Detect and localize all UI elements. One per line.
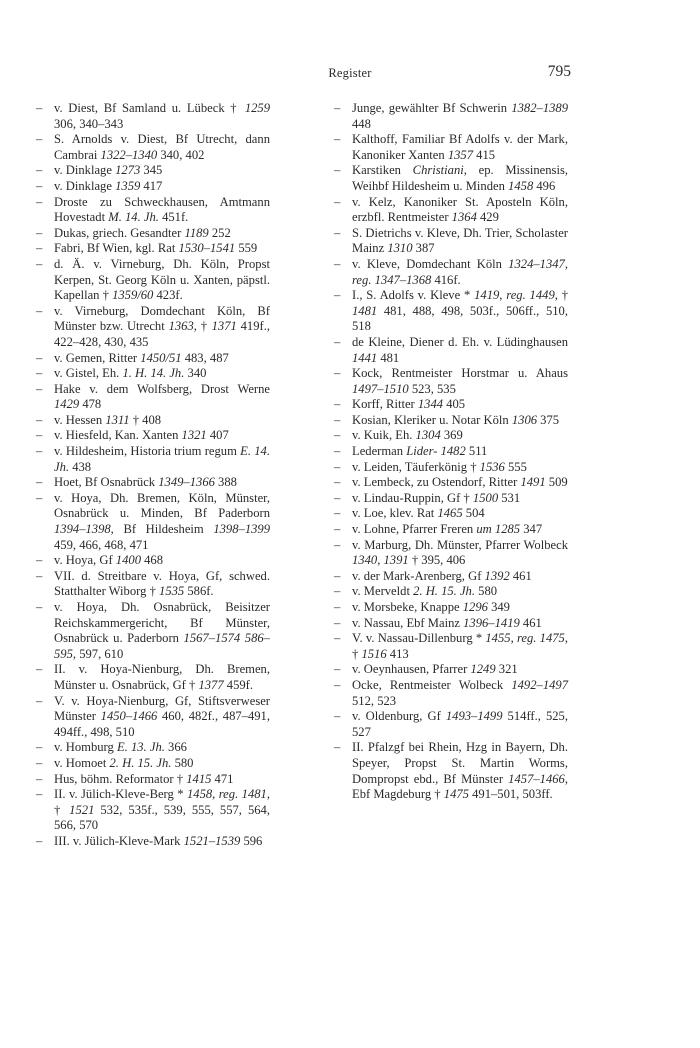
register-entry (36, 662, 270, 693)
entry-dash: – (334, 101, 341, 115)
register-entry (334, 522, 568, 538)
entry-text: V. v. Hoya-Nienburg, Gf, Stiftsverweser Münster 1450–1466 460, 482f., 487–491, 494ff., 498, 510 (54, 693, 271, 739)
entry-text: S. Dietrichs v. Kleve, Dh. Trier, Scholaster Mainz 1310 387 (352, 225, 568, 256)
left-column (36, 101, 270, 850)
entry-text: v. Virneburg, Domdechant Köln, Bf Münster bzw. Utrecht 1363, † 1371 419f., 422–428, 430, 435 (54, 303, 271, 349)
register-entry (334, 195, 568, 226)
register-entry (36, 195, 270, 226)
entry-text: Korff, Ritter 1344 405 (352, 397, 466, 412)
entry-text: v. Dinklage 1273 345 (54, 163, 163, 178)
entry-dash: – (334, 459, 341, 474)
entry-text: II. v. Hoya-Nienburg, Dh. Bremen, Münster u. Osnabrück, Gf † 1377 459f. (54, 662, 270, 692)
register-entry (334, 444, 568, 460)
entry-text: Dukas, griech. Gesandter 1189 252 (54, 225, 231, 240)
entry-text: Kock, Rentmeister Horstmar u. Ahaus 1497–1510 523, 535 (352, 366, 568, 396)
entry-text: v. Morsbeke, Knappe 1296 349 (352, 600, 510, 614)
register-entry (334, 460, 568, 476)
entry-text: II. Pfalzgf bei Rhein, Hzg in Bayern, Dh. Speyer, Propst St. Martin Worms, Dompropst ebd., Bf Münster 1457–1466, Ebf Magdeburg † 1475 491–501, 503ff. (352, 740, 568, 802)
entry-text: v. Hildesheim, Historia trium regum E. 14. Jh. 438 (54, 444, 270, 474)
entry-dash: – (334, 132, 341, 147)
register-entry (36, 444, 270, 475)
entry-dash: – (334, 397, 341, 412)
entry-dash: – (36, 412, 43, 427)
entry-text: v. Dinklage 1359 417 (54, 178, 163, 193)
entry-dash: – (334, 475, 341, 490)
entry-text: S. Arnolds v. Diest, Bf Utrecht, dann Cambrai 1322–1340 340, 402 (54, 132, 270, 162)
register-entry (36, 382, 270, 413)
entry-dash: – (334, 366, 341, 381)
entry-dash: – (36, 444, 43, 459)
entry-text: Hus, böhm. Reformator † 1415 471 (54, 771, 234, 786)
entry-text: v. Gistel, Eh. 1. H. 14. Jh. 340 (54, 366, 207, 381)
register-entry (334, 413, 568, 429)
register-entry (36, 834, 270, 850)
register-entry (334, 662, 568, 678)
register-entry (334, 569, 568, 585)
register-entry (36, 756, 270, 772)
entry-text: Ocke, Rentmeister Wolbeck 1492–1497 512, 523 (352, 677, 568, 708)
register-entry (334, 132, 568, 163)
register-entry (36, 772, 270, 788)
register-entry (334, 475, 568, 491)
entry-dash: – (36, 755, 43, 770)
entry-dash: – (334, 600, 341, 614)
entry-dash: – (36, 428, 43, 443)
register-entry (334, 226, 568, 257)
register-entry (334, 335, 568, 366)
entry-dash: – (334, 740, 341, 755)
entry-dash: – (334, 490, 341, 505)
entry-text: v. Oeynhausen, Pfarrer 1249 321 (352, 662, 518, 677)
register-entry (36, 257, 270, 304)
register-entry (334, 678, 568, 709)
entry-text: v. Homburg E. 13. Jh. 366 (54, 740, 187, 755)
entry-dash: – (334, 631, 341, 646)
entry-dash: – (36, 225, 43, 240)
entry-text: VII. d. Streitbare v. Hoya, Gf, schwed. Statthalter Wiborg † 1535 586f. (54, 568, 270, 599)
entry-dash: – (36, 241, 43, 256)
entry-dash: – (36, 553, 43, 568)
register-entry (334, 600, 568, 616)
register-entry (334, 288, 568, 335)
entry-dash: – (334, 288, 341, 303)
entry-dash: – (36, 787, 43, 802)
entry-dash: – (36, 366, 43, 381)
entry-dash: – (36, 132, 43, 147)
entry-text: v. Homoet 2. H. 15. Jh. 580 (54, 755, 194, 770)
right-column (334, 101, 568, 803)
register-entry (334, 616, 568, 632)
entry-dash: – (36, 381, 43, 396)
entry-text: Droste zu Schweckhausen, Amtmann Hovestadt M. 14. Jh. 451f. (54, 194, 270, 225)
entry-text: v. Lohne, Pfarrer Freren um 1285 347 (352, 522, 543, 537)
entry-dash: – (334, 506, 341, 521)
entry-text: v. Hoya, Dh. Osnabrück, Beisitzer Reichskammergericht, Bf Münster, Osnabrück u. Paderborn 1567–1574 586–595, 597, 610 (54, 600, 270, 661)
entry-dash: – (36, 178, 43, 193)
entry-dash: – (36, 350, 43, 365)
register-entry (36, 366, 270, 382)
entry-dash: – (334, 584, 341, 599)
entry-text: I., S. Adolfs v. Kleve * 1419, reg. 1449, † 1481 481, 488, 498, 503f., 506ff., 510, 518 (352, 288, 569, 334)
register-entry (36, 553, 270, 569)
register-entry (36, 569, 270, 600)
entry-text: Fabri, Bf Wien, kgl. Rat 1530–1541 559 (54, 241, 258, 256)
register-entry (334, 366, 568, 397)
entry-text: Hake v. dem Wolfsberg, Drost Werne 1429 478 (54, 381, 270, 412)
entry-dash: – (36, 163, 43, 178)
register-entry (36, 163, 270, 179)
entry-text: v. Oldenburg, Gf 1493–1499 514ff., 525, 527 (352, 709, 568, 739)
register-entry (334, 101, 568, 132)
entry-dash: – (36, 693, 43, 708)
entry-dash: – (36, 600, 43, 614)
entry-dash: – (334, 568, 341, 583)
register-entry (334, 740, 568, 802)
entry-dash: – (334, 256, 341, 271)
entry-dash: – (334, 522, 341, 537)
entry-dash: – (36, 833, 43, 848)
register-entry (36, 179, 270, 195)
entry-text: V. v. Nassau-Dillenburg * 1455, reg. 1475, † 1516 413 (352, 631, 568, 661)
entry-dash: – (334, 444, 341, 459)
entry-dash: – (36, 568, 43, 583)
register-entry (334, 428, 568, 444)
register-entry (36, 694, 270, 741)
entry-dash: – (36, 303, 43, 318)
register-entry (334, 631, 568, 662)
entry-dash: – (334, 194, 341, 209)
register-entry (36, 787, 270, 834)
register-entry (36, 351, 270, 367)
entry-dash: – (334, 662, 341, 677)
entry-dash: – (334, 225, 341, 240)
entry-text: de Kleine, Diener d. Eh. v. Lüdinghausen 1441 481 (352, 334, 568, 365)
entry-text: Kosian, Kleriker u. Notar Köln 1306 375 (352, 412, 560, 427)
running-head: Register (328, 66, 372, 80)
entry-text: Hoet, Bf Osnabrück 1349–1366 388 (54, 475, 237, 490)
entry-text: v. Gemen, Ritter 1450/51 483, 487 (54, 350, 229, 365)
entry-text: v. Diest, Bf Samland u. Lübeck † 1259 306, 340–343 (54, 101, 270, 131)
entry-text: v. Hoya, Gf 1400 468 (54, 553, 164, 568)
entry-text: v. Lindau-Ruppin, Gf † 1500 531 (352, 490, 521, 505)
entry-dash: – (334, 334, 341, 349)
entry-dash: – (36, 475, 43, 490)
entry-dash: – (36, 101, 43, 115)
entry-text: v. Loe, klev. Rat 1465 504 (352, 506, 485, 521)
entry-dash: – (36, 490, 43, 505)
register-entry (334, 163, 568, 194)
entry-dash: – (334, 615, 341, 630)
entry-dash: – (36, 256, 43, 271)
entry-text: II. v. Jülich-Kleve-Berg * 1458, reg. 1481, † 1521 532, 535f., 539, 555, 557, 564, 566, 570 (54, 787, 270, 833)
entry-text: d. Ä. v. Virneburg, Dh. Köln, Propst Kerpen, St. Georg Köln u. Xanten, päpstl. Kapellan † 1359/60 423f. (54, 256, 270, 303)
register-entry (36, 132, 270, 163)
entry-text: Lederman Lider- 1482 511 (352, 444, 488, 459)
register-entry (36, 600, 270, 662)
entry-text: v. Kleve, Domdechant Köln 1324–1347, reg. 1347–1368 416f. (352, 256, 568, 287)
register-entry (334, 257, 568, 288)
register-entry (36, 241, 270, 257)
register-entry (334, 397, 568, 413)
entry-text: Karstiken Christiani, ep. Missinensis, Weihbf Hildesheim u. Minden 1458 496 (352, 163, 568, 193)
register-entry (36, 475, 270, 491)
entry-dash: – (334, 677, 341, 692)
entry-text: v. Hoya, Dh. Bremen, Köln, Münster, Osnabrück u. Minden, Bf Paderborn 1394–1398, Bf Hildesheim 1398–1399 459, 466, 468, 471 (54, 490, 270, 552)
register-entry (36, 304, 270, 351)
entry-text: v. Hiesfeld, Kan. Xanten 1321 407 (54, 428, 229, 443)
entry-text: v. Kelz, Kanoniker St. Aposteln Köln, erzbfl. Rentmeister 1364 429 (352, 194, 568, 225)
entry-text: v. Kuik, Eh. 1304 369 (352, 428, 463, 443)
entry-dash: – (36, 771, 43, 786)
register-entry (334, 584, 568, 600)
entry-text: v. der Mark-Arenberg, Gf 1392 461 (352, 568, 532, 583)
register-entry (36, 101, 270, 132)
entry-dash: – (36, 194, 43, 209)
entry-dash: – (334, 537, 341, 552)
entry-text: v. Marburg, Dh. Münster, Pfarrer Wolbeck 1340, 1391 † 395, 406 (352, 537, 568, 568)
entry-text: v. Leiden, Täuferkönig † 1536 555 (352, 459, 527, 474)
entry-dash: – (36, 662, 43, 677)
register-entry (36, 491, 270, 553)
entry-dash: – (334, 412, 341, 427)
register-entry (36, 413, 270, 429)
entry-text: III. v. Jülich-Kleve-Mark 1521–1539 596 (54, 833, 263, 848)
entry-text: v. Hessen 1311 † 408 (54, 412, 162, 427)
entry-text: v. Merveldt 2. H. 15. Jh. 580 (352, 584, 498, 599)
page-number: 795 (547, 63, 571, 80)
register-entry (36, 428, 270, 444)
entry-dash: – (334, 709, 341, 724)
entry-dash: – (36, 740, 43, 755)
entry-dash: – (334, 163, 341, 178)
entry-text: Junge, gewählter Bf Schwerin 1382–1389 448 (352, 101, 568, 131)
register-entry (334, 506, 568, 522)
register-entry (36, 226, 270, 242)
entry-text: v. Nassau, Ebf Mainz 1396–1419 461 (352, 615, 542, 630)
entry-text: Kalthoff, Familiar Bf Adolfs v. der Mark, Kanoniker Xanten 1357 415 (352, 132, 568, 162)
register-entry (334, 538, 568, 569)
entry-text: v. Lembeck, zu Ostendorf, Ritter 1491 509 (352, 475, 568, 490)
register-entry (36, 740, 270, 756)
register-entry (334, 709, 568, 740)
entry-dash: – (334, 428, 341, 443)
register-entry (334, 491, 568, 507)
